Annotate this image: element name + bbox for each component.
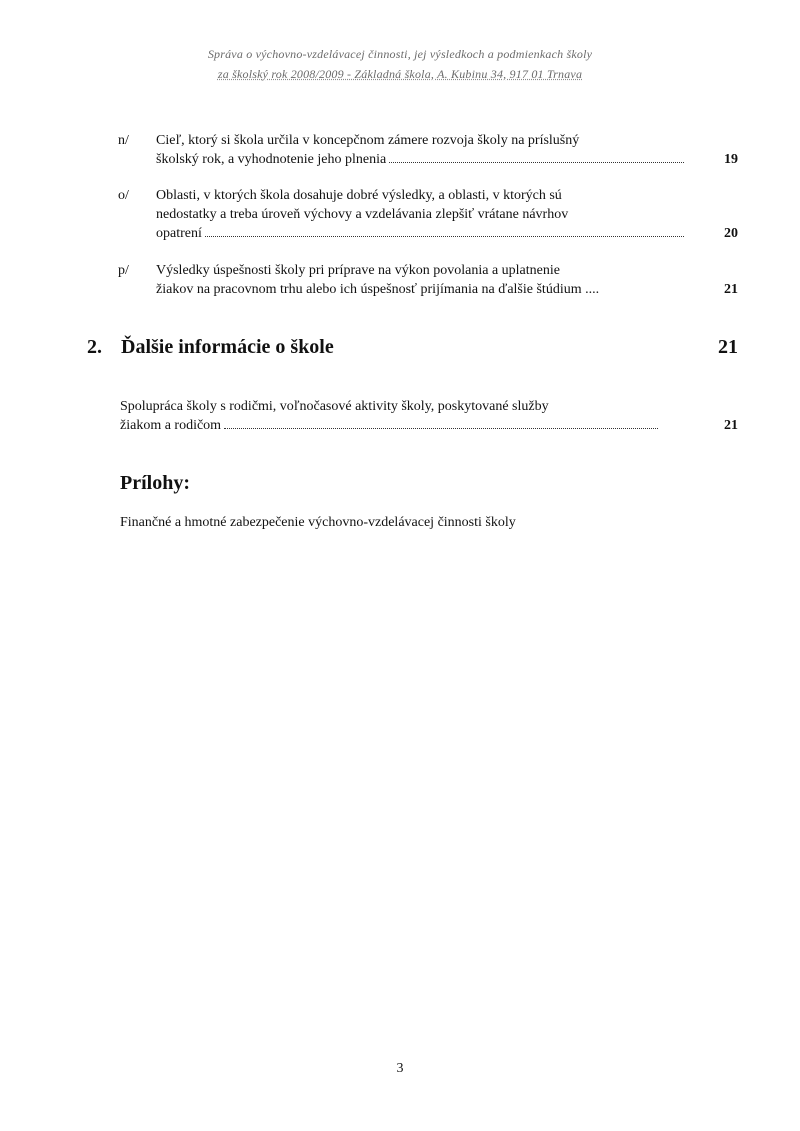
toc-entry-line: nedostatky a treba úroveň výchovy a vzdelávania zlepšiť vrátane návrhov [156, 207, 569, 222]
toc-entry-marker: n/ [118, 133, 129, 148]
toc-entry-line: Výsledky úspešnosti školy pri príprave na výkon povolania a uplatnenie [156, 263, 560, 278]
toc-entry-marker: o/ [118, 188, 129, 203]
toc-entry-page: 21 [724, 282, 738, 297]
toc-entry-line: Cieľ, ktorý si škola určila v koncepčnom zámere rozvoja školy na príslušný [156, 133, 580, 148]
toc-entry-p [118, 261, 738, 301]
toc-entry-line: Oblasti, v ktorých škola dosahuje dobré výsledky, a oblasti, v ktorých sú [156, 188, 562, 203]
attachment-item: Finančné a hmotné zabezpečenie výchovno-vzdelávacej činnosti školy [120, 515, 516, 530]
toc-entry-text [156, 131, 686, 169]
section-entry-line: Spolupráca školy s rodičmi, voľnočasové aktivity školy, poskytované služby [120, 399, 549, 414]
toc-entry-text [156, 186, 686, 243]
section-entry [120, 397, 738, 435]
toc-entry-last-line: školský rok, a vyhodnotenie jeho plnenia [156, 152, 387, 167]
toc-entry-page: 19 [724, 152, 738, 167]
toc-entry-o [118, 186, 738, 246]
section-page: 21 [718, 336, 738, 358]
section-entry-page: 21 [724, 418, 738, 433]
header-line-1: Správa o výchovno-vzdelávacej činnosti, jej výsledkoch a podmienkach školy [207, 47, 593, 61]
toc-entry-text [156, 261, 686, 299]
toc-entry-marker: p/ [118, 263, 129, 278]
toc-entry-n [118, 131, 738, 171]
toc-entry-page: 20 [724, 226, 738, 241]
section-entry-text [120, 397, 660, 435]
toc-entry-last-line: opatrení [156, 226, 202, 241]
attachments-heading: Prílohy: [120, 472, 190, 494]
toc-entry-last-line: žiakov na pracovnom trhu alebo ich úspešnosť prijímania na ďalšie štúdium .... [156, 282, 600, 297]
dot-leader [224, 428, 658, 429]
dot-leader [205, 236, 684, 237]
page-number: 3 [396, 1061, 404, 1076]
section-entry-last-line: žiakom a rodičom [120, 418, 222, 433]
section-number: 2. [87, 336, 102, 358]
header-line-2: za školský rok 2008/2009 - Základná škola, A. Kubinu 34, 917 01 Trnava [217, 67, 583, 81]
dot-leader [389, 162, 684, 163]
page-header [120, 44, 680, 84]
section-title: Ďalšie informácie o škole [121, 336, 334, 358]
